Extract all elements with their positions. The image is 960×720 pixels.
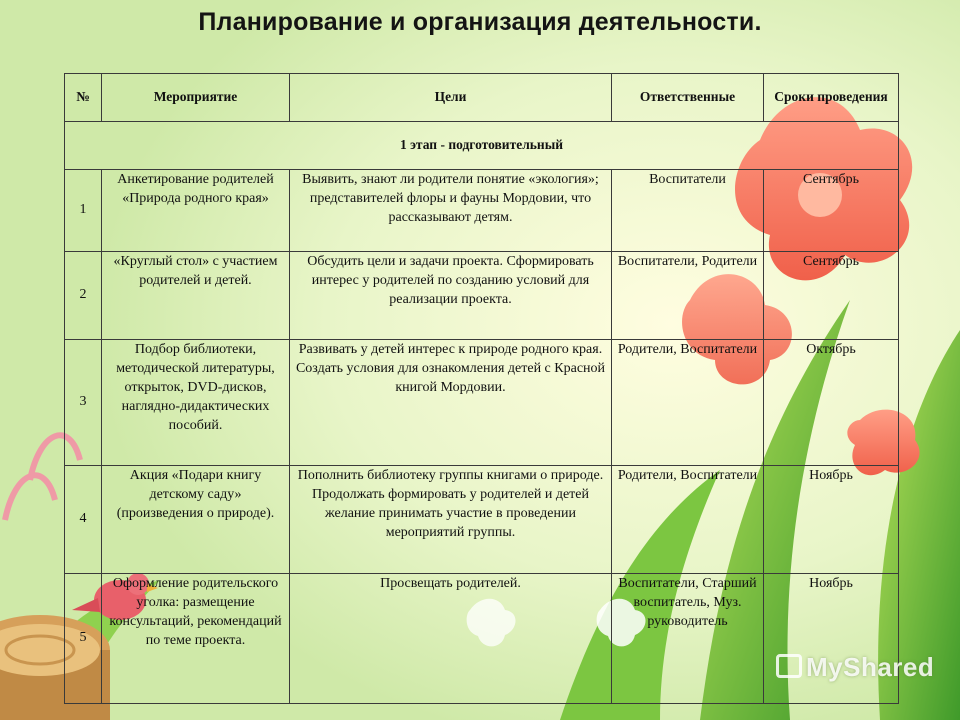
row-term: Сентябрь: [764, 252, 899, 340]
table-row: [65, 340, 899, 466]
row-goal: Развивать у детей интерес к природе родного края. Создать условия для ознакомления детей с Красной книгой Мордовии.: [290, 340, 612, 466]
tv-icon: [776, 654, 802, 678]
row-number: 1: [65, 170, 102, 252]
row-responsible: Воспитатели, Родители: [612, 252, 764, 340]
row-number: 5: [65, 574, 102, 704]
row-responsible: Воспитатели, Старший воспитатель, Муз. руководитель: [612, 574, 764, 704]
table-row: [65, 466, 899, 574]
header-goal: Цели: [290, 74, 612, 122]
row-responsible: Родители, Воспитатели: [612, 340, 764, 466]
row-goal: Обсудить цели и задачи проекта. Сформировать интерес у родителей по созданию условий для реализации проекта.: [290, 252, 612, 340]
row-responsible: Родители, Воспитатели: [612, 466, 764, 574]
watermark-logo: [776, 652, 934, 683]
row-event: Подбор библиотеки, методической литературы, открыток, DVD-дисков, наглядно-дидактических пособий.: [102, 340, 290, 466]
row-term: Ноябрь: [764, 466, 899, 574]
row-event: Оформление родительского уголка: размещение консультаций, рекомендаций по теме проекта.: [102, 574, 290, 704]
stage-row: [65, 122, 899, 170]
page-title: Планирование и организация деятельности.: [198, 8, 762, 36]
header-number: №: [65, 74, 102, 122]
row-number: 4: [65, 466, 102, 574]
row-event: «Круглый стол» с участием родителей и детей.: [102, 252, 290, 340]
row-goal: Пополнить библиотеку группы книгами о природе. Продолжать формировать у родителей и детей желание принимать участие в проведении мероприятий группы.: [290, 466, 612, 574]
row-responsible: Воспитатели: [612, 170, 764, 252]
table-header-row: [65, 74, 899, 122]
row-event: Анкетирование родителей «Природа родного края»: [102, 170, 290, 252]
watermark-text: MyShared: [806, 652, 935, 682]
table-row: [65, 170, 899, 252]
row-term: Октябрь: [764, 340, 899, 466]
table-row: [65, 574, 899, 704]
row-term: Ноябрь: [764, 574, 899, 704]
row-number: 2: [65, 252, 102, 340]
header-responsible: Ответственные: [612, 74, 764, 122]
plan-table: [64, 73, 899, 704]
row-term: Сентябрь: [764, 170, 899, 252]
row-goal: Выявить, знают ли родители понятие «экология»; представителей флоры и фауны Мордовии, что рассказывают детям.: [290, 170, 612, 252]
table-row: [65, 252, 899, 340]
row-goal: Просвещать родителей.: [290, 574, 612, 704]
row-number: 3: [65, 340, 102, 466]
header-term: Сроки проведения: [764, 74, 899, 122]
stage-label: 1 этап - подготовительный: [65, 122, 899, 170]
row-event: Акция «Подари книгу детскому саду» (произведения о природе).: [102, 466, 290, 574]
header-event: Мероприятие: [102, 74, 290, 122]
